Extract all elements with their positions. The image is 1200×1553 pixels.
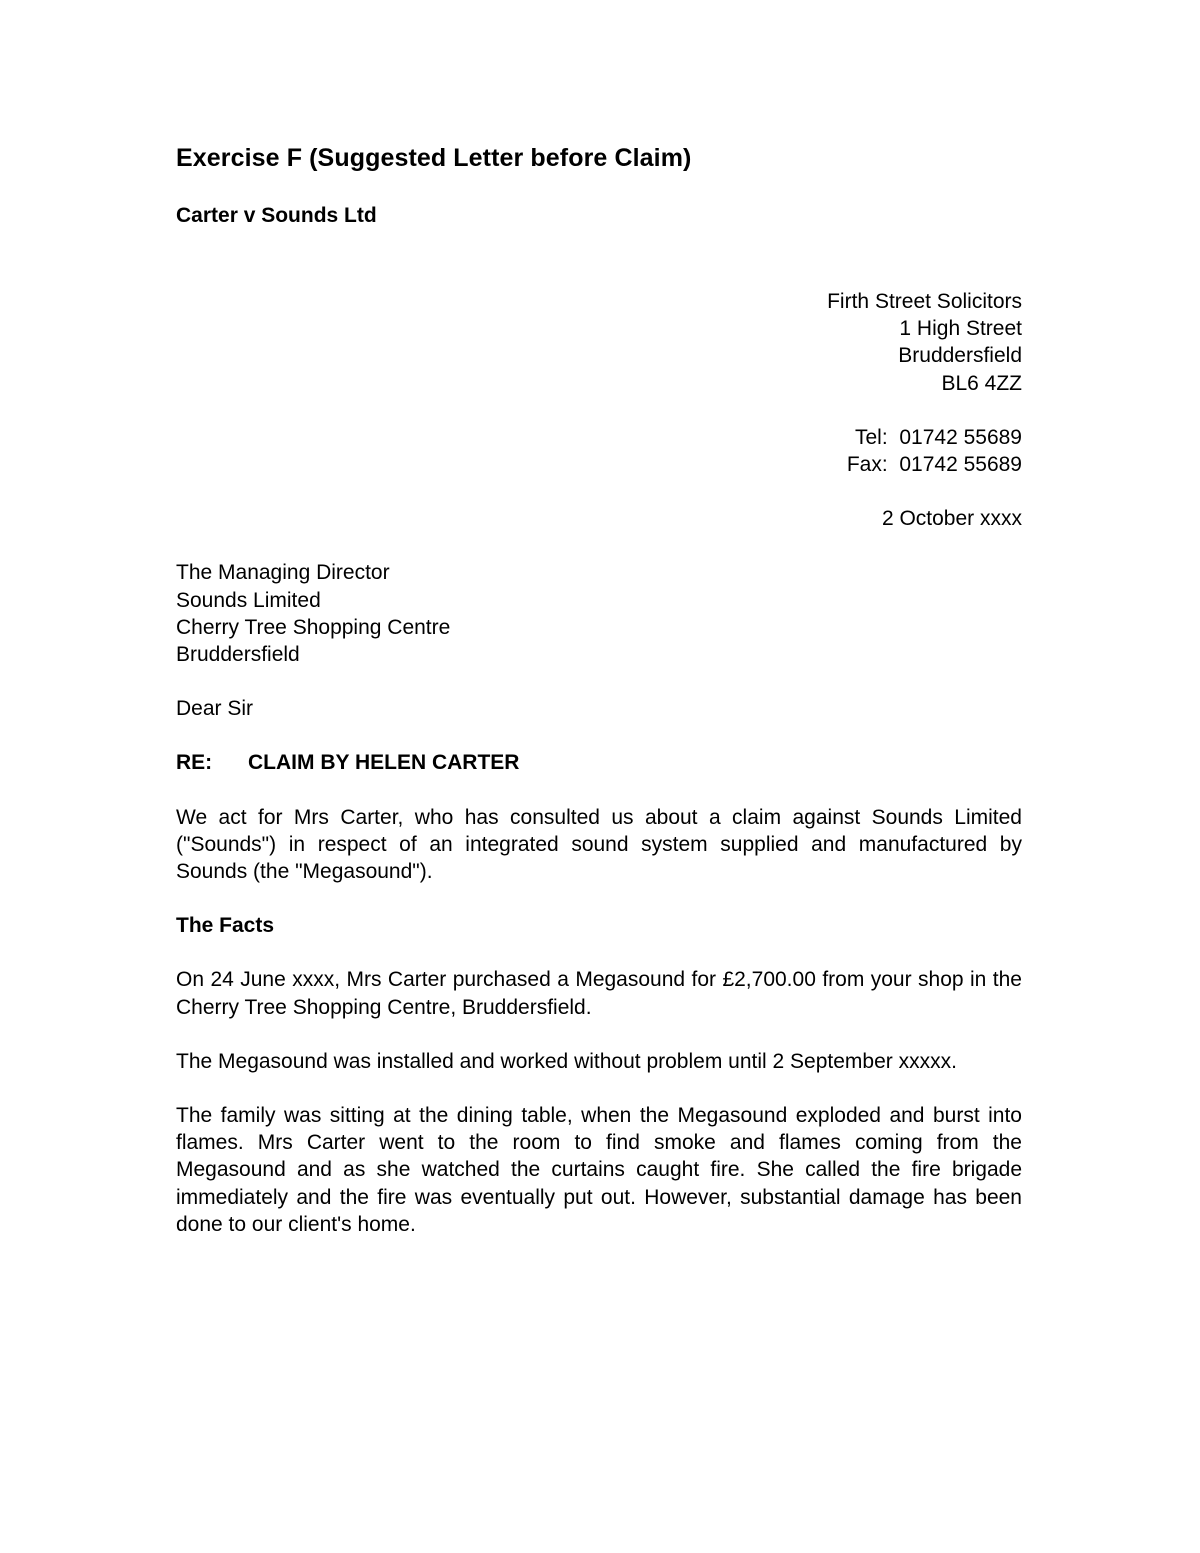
tel-label: Tel: [855, 425, 888, 449]
sender-address [176, 288, 1022, 397]
case-name: Carter v Sounds Ltd [176, 204, 377, 227]
tel-row [176, 424, 1022, 451]
document-title: Exercise F (Suggested Letter before Claim) [176, 144, 692, 172]
facts-heading: The Facts [176, 914, 275, 938]
recipient-line1: The Managing Director [176, 561, 390, 585]
facts-paragraph-2: The Megasound was installed and worked without problem until 2 September xxxxx. [176, 1049, 957, 1073]
recipient-line4: Bruddersfield [176, 643, 300, 667]
salutation: Dear Sir [176, 697, 254, 721]
fax-label: Fax: [846, 453, 888, 477]
sender-town: Bruddersfield [898, 344, 1022, 368]
letter-page [176, 140, 1022, 1238]
sender-postcode: BL6 4ZZ [941, 371, 1022, 395]
re-label: RE: [176, 751, 213, 775]
re-subject: CLAIM BY HELEN CARTER [248, 751, 520, 775]
facts-paragraph-3: The family was sitting at the dining table, when the Megasound exploded and burst into flames. Mrs Carter went to the room to find smoke and flames coming from the Megasound and as she watched the curtains caught fire. She called the fire brigade immediately and the fire was eventually put out. However, substantial damage has been done to our client's home. [176, 1104, 1022, 1236]
sender-firm: Firth Street Solicitors [827, 290, 1022, 313]
sender-contact [176, 424, 1022, 478]
fax-value: 01742 55689 [899, 453, 1022, 477]
recipient-line3: Cherry Tree Shopping Centre [176, 615, 451, 639]
facts-paragraph-1: On 24 June xxxx, Mrs Carter purchased a Megasound for £2,700.00 from your shop in the Cherry Tree Shopping Centre, Bruddersfield. [176, 968, 1022, 1019]
recipient-address [176, 559, 1022, 668]
tel-value: 01742 55689 [899, 425, 1022, 449]
re-line [176, 749, 1022, 776]
fax-row [176, 451, 1022, 478]
recipient-line2: Sounds Limited [176, 588, 321, 612]
intro-paragraph: We act for Mrs Carter, who has consulted us about a claim against Sounds Limited ("Sounds") in respect of an integrated sound system supplied and manufactured by Sounds (the "Megasound"). [176, 805, 1022, 884]
sender-street: 1 High Street [899, 317, 1022, 341]
letter-date: 2 October xxxx [881, 507, 1022, 531]
